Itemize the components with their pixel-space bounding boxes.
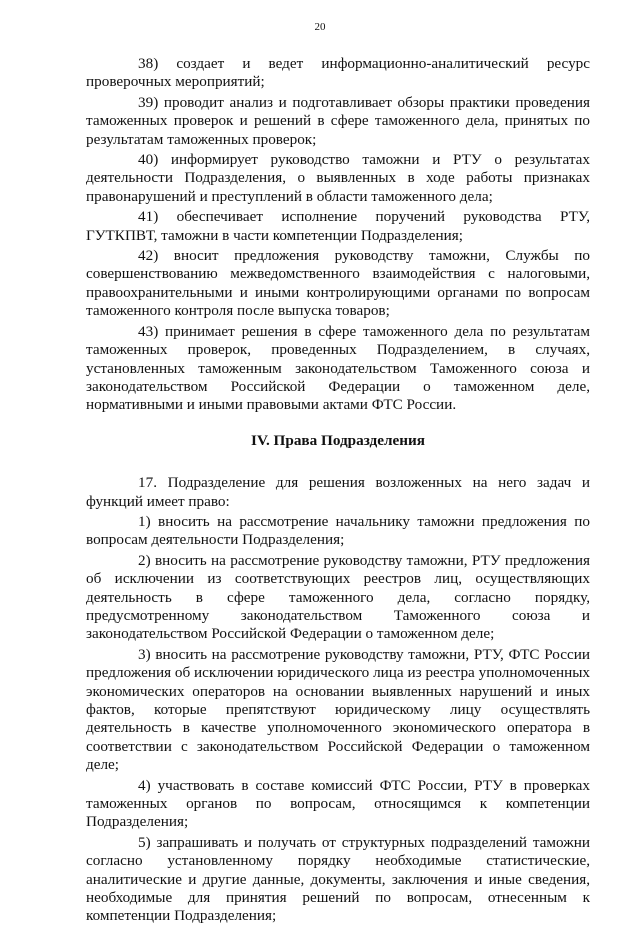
right-item-3: 3) вносить на рассмотрение руководству таможни, РТУ, ФТС России предложения об исключении юридического лица из реестра уполномоченных экономических операторов на основании выявленных нарушений и иных фактов, которые препятствуют юридическому лицу осуществлять деятельность в качестве уполномоченного экономического оператора в соответствии с законодательством Российской Федерации о таможенном деле; (86, 645, 590, 774)
page-number: 20 (314, 21, 326, 33)
list-item-38: 38) создает и ведет информационно-аналитический ресурс проверочных мероприятий; (86, 55, 590, 91)
right-item-5: 5) запрашивать и получать от структурных подразделений таможни согласно установленному порядку необходимые статистические, аналитические и другие данные, документы, заключения и иные сведения, необходимые для принятия решений по вопросам, отнесенным к компетенции Подразделения; (86, 833, 590, 925)
section-heading: IV. Права Подразделения (251, 431, 425, 449)
list-item-40: 40) информирует руководство таможни и РТУ о результатах деятельности Подразделения, о выявленных в ходе работы признаках правонарушений и преступлений в области таможенного дела; (86, 151, 590, 205)
list-item-43: 43) принимает решения в сфере таможенного дела по результатам таможенных проверок, проведенных Подразделением, в случаях, установленных таможенным законодательством Таможенного союза и законодательством Российской Федерации о таможенном деле, нормативными и иными правовыми актами ФТС России. (86, 322, 590, 414)
list-item-41: 41) обеспечивает исполнение поручений руководства РТУ, ГУТКПВТ, таможни в части компетенции Подразделения; (86, 208, 590, 244)
list-item-39: 39) проводит анализ и подготавливает обзоры практики проведения таможенных проверок и решений в сфере таможенного дела, принятых по результатам таможенных проверок; (86, 93, 590, 148)
paragraph-17-intro: 17. Подразделение для решения возложенных на него задач и функций имеет право: (86, 474, 590, 510)
right-item-4: 4) участвовать в составе комиссий ФТС России, РТУ в проверках таможенных органов по вопросам, относящимся к компетенции Подразделения; (86, 776, 590, 831)
right-item-1: 1) вносить на рассмотрение начальнику таможни предложения по вопросам деятельности Подразделения; (86, 512, 590, 549)
document-body (86, 55, 590, 928)
list-item-42: 42) вносит предложения руководству таможни, Службы по совершенствованию межведомственного взаимодействия с налоговыми, правоохранительными и иными контролирующими органами по вопросам таможенного контроля после выпуска товаров; (86, 247, 590, 320)
right-item-2: 2) вносить на рассмотрение руководству таможни, РТУ предложения об исключении из соответствующих реестров лиц, осуществляющих деятельность в сфере таможенного дела, согласно порядку, предусмотренному законодательством Таможенного союза и законодательством Российской Федерации о таможенном деле; (86, 551, 590, 643)
